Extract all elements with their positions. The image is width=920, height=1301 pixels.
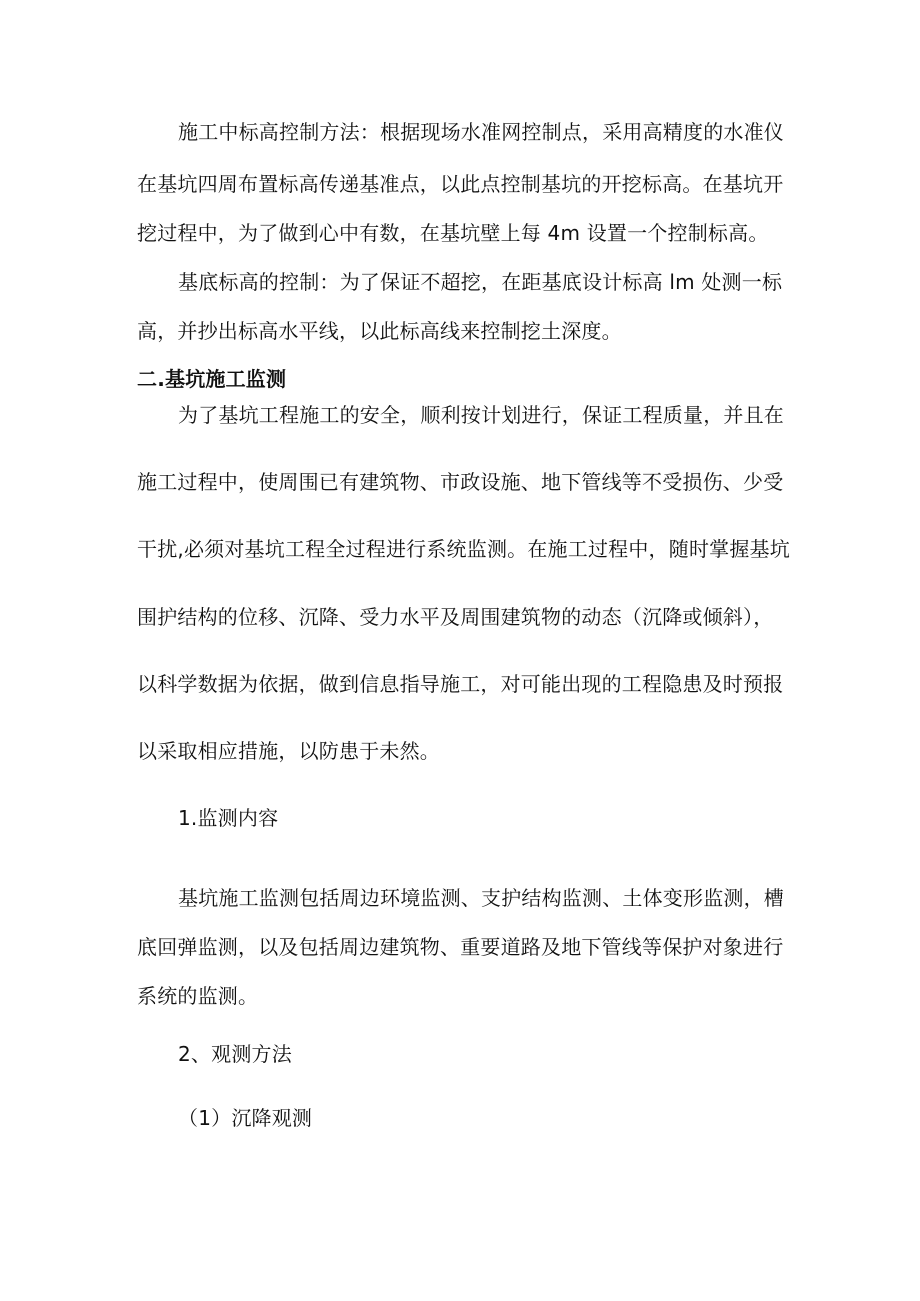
paragraph-monitoring-purpose-line-5: 以科学数据为依据，做到信息指导施工，对可能出现的工程隐患及时预报 — [137, 672, 784, 696]
paragraph-base-elevation-line-1: 基底标高的控制：为了保证不超挖，在距基底设计标高 lm 处测一标 — [178, 270, 783, 294]
paragraph-monitoring-purpose-line-6: 以采取相应措施，以防患于未然。 — [137, 739, 440, 763]
paragraph-base-elevation-line-2: 高，并抄出标高水平线，以此标高线来控制挖土深度。 — [137, 319, 622, 343]
paragraph-monitoring-scope-line-1: 基坑施工监测包括周边环境监测、支护结构监测、土体变形监测，槽 — [178, 886, 784, 910]
paragraph-monitoring-purpose-line-2: 施工过程中，使周围已有建筑物、市政设施、地下管线等不受损伤、少受 — [137, 470, 784, 494]
subheading-observation-method: 2、观测方法 — [178, 1042, 292, 1066]
subheading-settlement-observation: （1）沉降观测 — [178, 1106, 313, 1130]
paragraph-elevation-control-line-3: 挖过程中，为了做到心中有数，在基坑壁上每 4m 设置一个控制标高。 — [137, 221, 769, 245]
paragraph-elevation-control-line-2: 在基坑四周布置标高传递基准点，以此点控制基坑的开挖标高。在基坑开 — [137, 172, 784, 196]
section-heading-pit-monitoring: 二.基坑施工监测 — [137, 367, 287, 391]
paragraph-monitoring-purpose-line-3: 干扰,必须对基坑工程全过程进行系统监测。在施工过程中，随时掌握基坑 — [137, 537, 790, 561]
subheading-monitoring-content: 1.监测内容 — [178, 806, 279, 830]
paragraph-monitoring-purpose-line-4: 围护结构的位移、沉降、受力水平及周围建筑物的动态（沉降或倾斜）， — [137, 605, 774, 629]
paragraph-monitoring-scope-line-2: 底回弹监测，以及包括周边建筑物、重要道路及地下管线等保护对象进行 — [137, 935, 784, 959]
paragraph-elevation-control-line-1: 施工中标高控制方法：根据现场水准网控制点，采用高精度的水准仪 — [178, 120, 784, 144]
paragraph-monitoring-scope-line-3: 系统的监测。 — [137, 984, 259, 1008]
paragraph-monitoring-purpose-line-1: 为了基坑工程施工的安全，顺利按计划进行，保证工程质量，并且在 — [178, 403, 784, 427]
